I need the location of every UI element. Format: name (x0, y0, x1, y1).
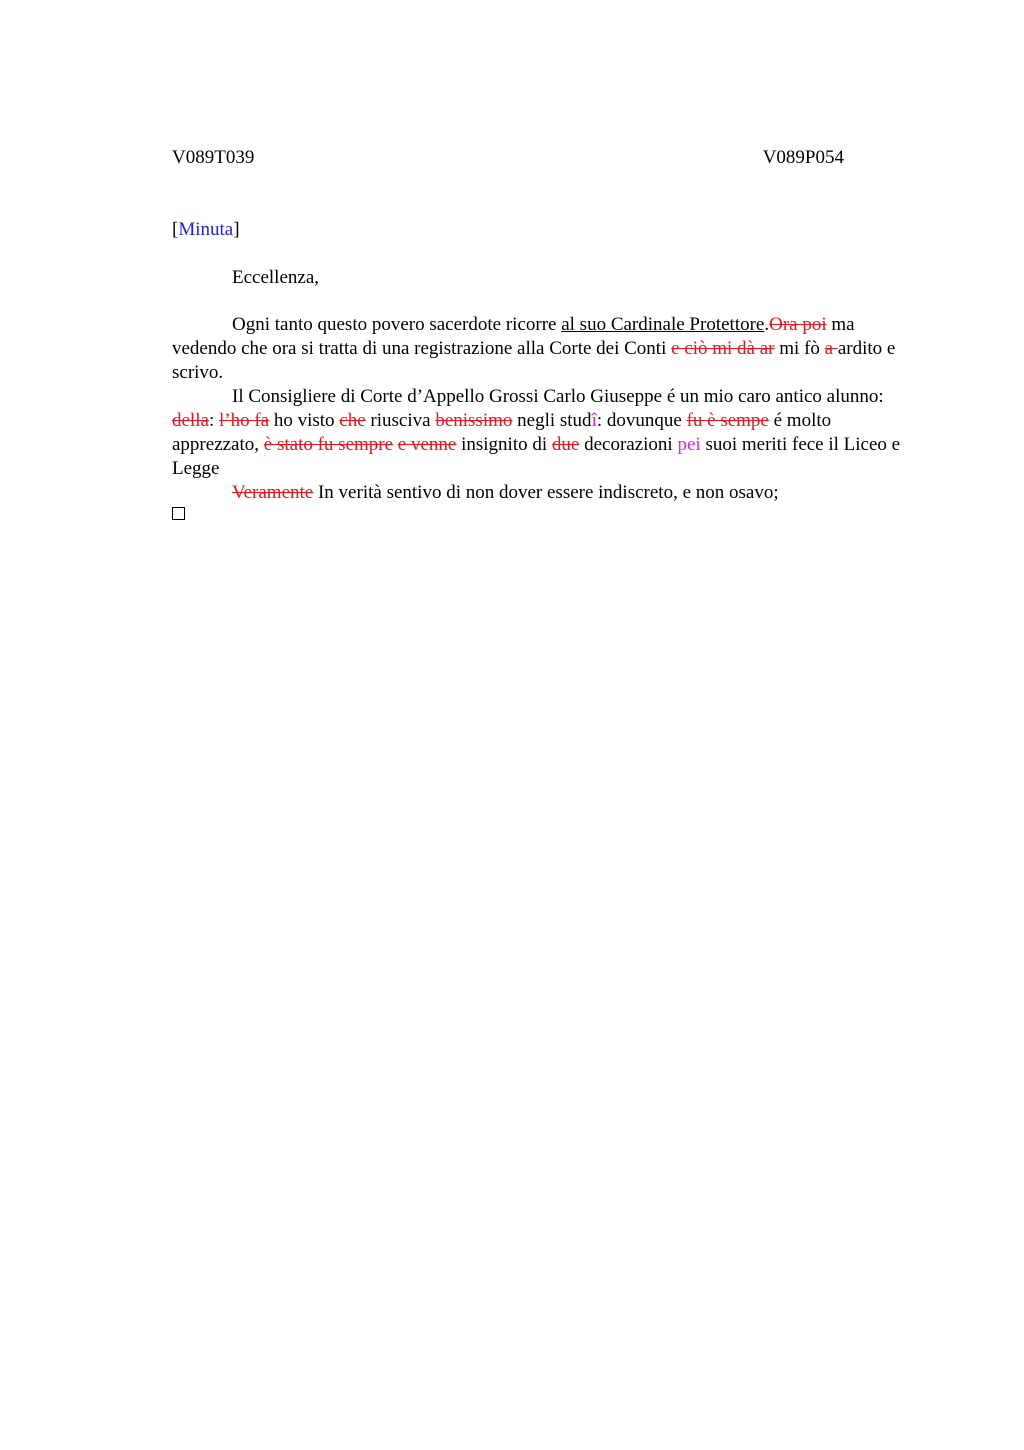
text-span: ma vedendo che ora si tratta di una registrazione alla Corte dei Conti (172, 314, 855, 359)
salutation: Eccellenza, (232, 267, 320, 288)
underlined-text: al suo Cardinale Protettore (561, 314, 765, 335)
text-span: : dovunque (596, 410, 687, 431)
deleted-text: e ciò mi dà ar (671, 338, 775, 359)
text-span: suoi meriti fece il Liceo e Legge (172, 434, 901, 479)
deleted-text: due (551, 434, 580, 455)
text-span: Ogni tanto questo povero sacerdote ricorre (232, 314, 562, 335)
paragraph-1 (172, 313, 912, 385)
deleted-text: e venne (397, 434, 457, 455)
deleted-text: è stato fu sempre (263, 434, 394, 455)
document-header (172, 146, 844, 170)
text-span: In verità sentivo di non dover essere indiscreto, e non osavo; (313, 482, 779, 503)
minuta-label (172, 218, 240, 242)
deleted-text: benissimo (435, 410, 513, 431)
minuta-text: Minuta (178, 219, 234, 240)
deleted-text: Ora poi (769, 314, 827, 335)
deleted-text: fu è sempe (686, 410, 769, 431)
document-code-left: V089T039 (172, 147, 255, 168)
inserted-text: pei (677, 434, 701, 455)
text-span: ho visto (269, 410, 340, 431)
text-span: . (764, 314, 770, 335)
close-bracket: ] (233, 219, 240, 240)
text-span: riusciva (365, 410, 436, 431)
text-span: ardito e scrivo. (172, 338, 896, 383)
text-span: : (208, 410, 219, 431)
inserted-text: î (591, 410, 597, 431)
letter-body (172, 313, 912, 505)
deleted-text: l’ho fa (218, 410, 270, 431)
deleted-text: che (339, 410, 366, 431)
deleted-text: a (824, 338, 838, 359)
paragraph-2 (172, 385, 912, 481)
paragraph-3 (172, 481, 912, 505)
deleted-text: Veramente (232, 482, 314, 503)
text-span: mi fò (774, 338, 825, 359)
text-span: é molto apprezzato, (172, 410, 832, 455)
text-span: negli stud (512, 410, 592, 431)
text-span: insignito di (456, 434, 552, 455)
text-span: decorazioni (579, 434, 678, 455)
empty-box-icon (172, 507, 185, 520)
deleted-text: della (172, 410, 209, 431)
open-bracket: [ (172, 219, 179, 240)
text-span: Il Consigliere di Corte d’Appello Grossi Carlo Giuseppe é un mio caro antico alunno: (232, 386, 884, 407)
document-code-right: V089P054 (762, 147, 844, 168)
